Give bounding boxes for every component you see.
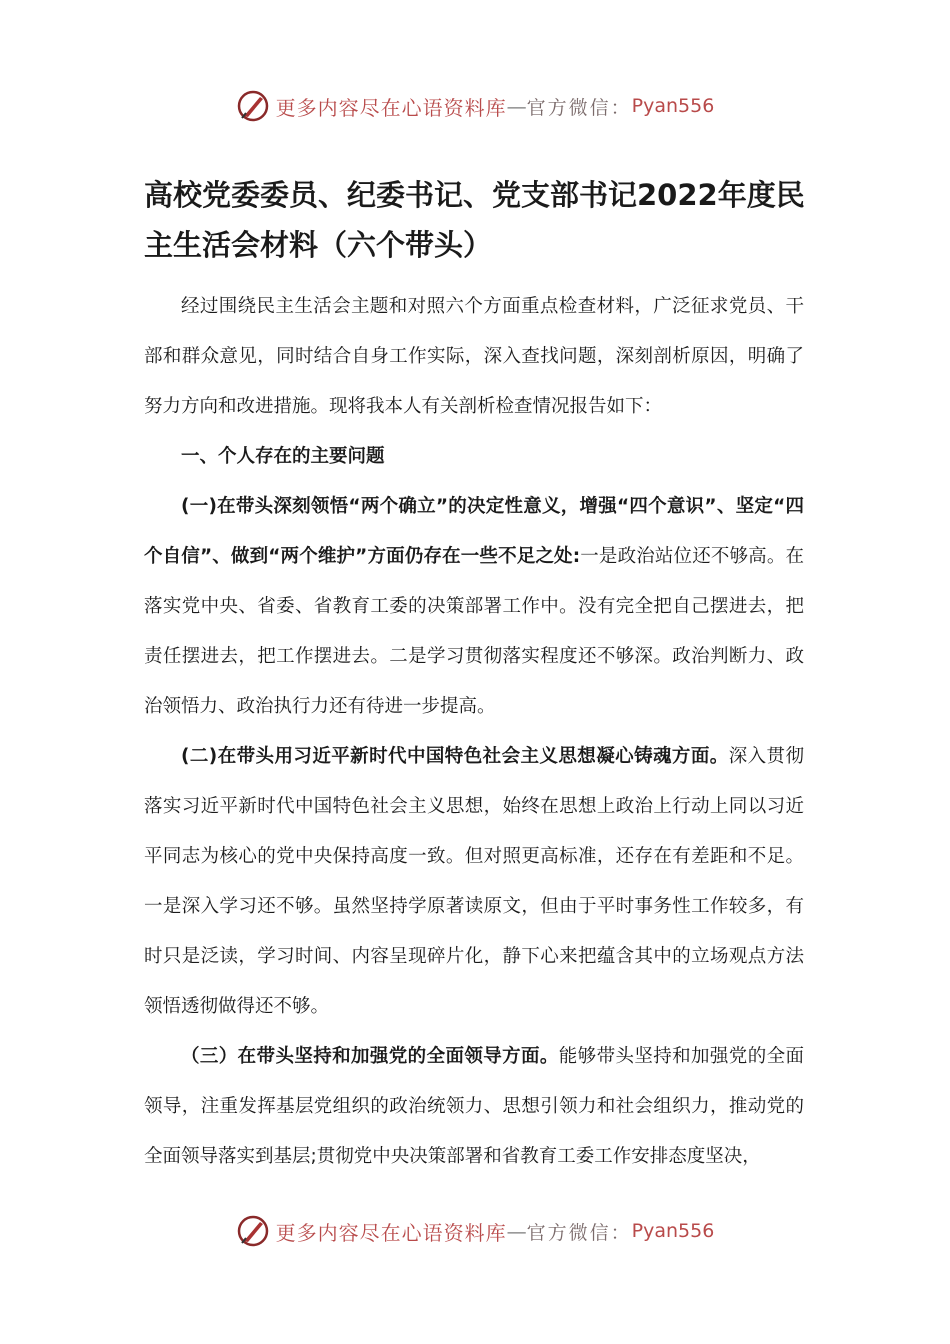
banner-separator: — bbox=[506, 94, 527, 118]
header-banner bbox=[0, 86, 950, 126]
banner-wechat-id: Pyan556 bbox=[631, 95, 715, 117]
intro-paragraph: 经过围绕民主生活会主题和对照六个方面重点检查材料，广泛征求党员、干部和群众意见，同时结合自身工作实际，深入查找问题，深刻剖析原因，明确了努力方向和改进措施。现将我本人有关剖析检查情况报告如下： bbox=[144, 296, 804, 417]
item-heading-3: （三）在带头坚持和加强党的全面领导方面。 bbox=[181, 1046, 559, 1067]
item-paragraph-2 bbox=[144, 732, 804, 1032]
banner-text: 更多内容尽在心语资料库 bbox=[275, 95, 507, 120]
quill-logo-icon bbox=[236, 89, 270, 123]
banner-separator: — bbox=[506, 1219, 527, 1243]
banner-wechat-label: 官方微信： bbox=[526, 1221, 632, 1244]
banner-wechat-label: 官方微信： bbox=[526, 96, 632, 119]
item-heading-1: (一)在带头深刻领悟“两个确立”的决定性意义，增强“四个意识”、坚定“四个自信”、做到“两个维护”方面仍存在一些不足之处: bbox=[144, 496, 804, 567]
document-title: 高校党委委员、纪委书记、党支部书记2022年度民主生活会材料（六个带头） bbox=[144, 178, 805, 262]
document-body bbox=[144, 282, 804, 1182]
quill-logo-icon bbox=[236, 1214, 270, 1248]
item-body-1: 一是政治站位还不够高。在落实党中央、省委、省教育工委的决策部署工作中。没有完全把自己摆进去，把责任摆进去，把工作摆进去。二是学习贯彻落实程度还不够深。政治判断力、政治领悟力、政治执行力还有待进一步提高。 bbox=[144, 546, 804, 717]
item-body-3: 能够带头坚持和加强党的全面领导，注重发挥基层党组织的政治统领力、思想引领力和社会组织力，推动党的全面领导落实到基层;贯彻党中央决策部署和省教育工委工作安排态度坚决， bbox=[144, 1046, 804, 1167]
banner-text: 更多内容尽在心语资料库 bbox=[275, 1220, 507, 1245]
section-heading: 一、个人存在的主要问题 bbox=[181, 446, 385, 467]
banner-wechat-id: Pyan556 bbox=[631, 1220, 715, 1242]
item-body-2: 深入贯彻落实习近平新时代中国特色社会主义思想，始终在思想上政治上行动上同以习近平同志为核心的党中央保持高度一致。但对照更高标准，还存在有差距和不足。一是深入学习还不够。虽然坚持学原著读原文，但由于平时事务性工作较多，有时只是泛读，学习时间、内容呈现碎片化，静下心来把蕴含其中的立场观点方法领悟透彻做得还不够。 bbox=[144, 746, 804, 1017]
item-paragraph-3 bbox=[144, 1032, 804, 1182]
item-heading-2: (二)在带头用习近平新时代中国特色社会主义思想凝心铸魂方面。 bbox=[181, 746, 729, 767]
item-paragraph-1 bbox=[144, 482, 804, 732]
footer-banner bbox=[0, 1211, 950, 1251]
